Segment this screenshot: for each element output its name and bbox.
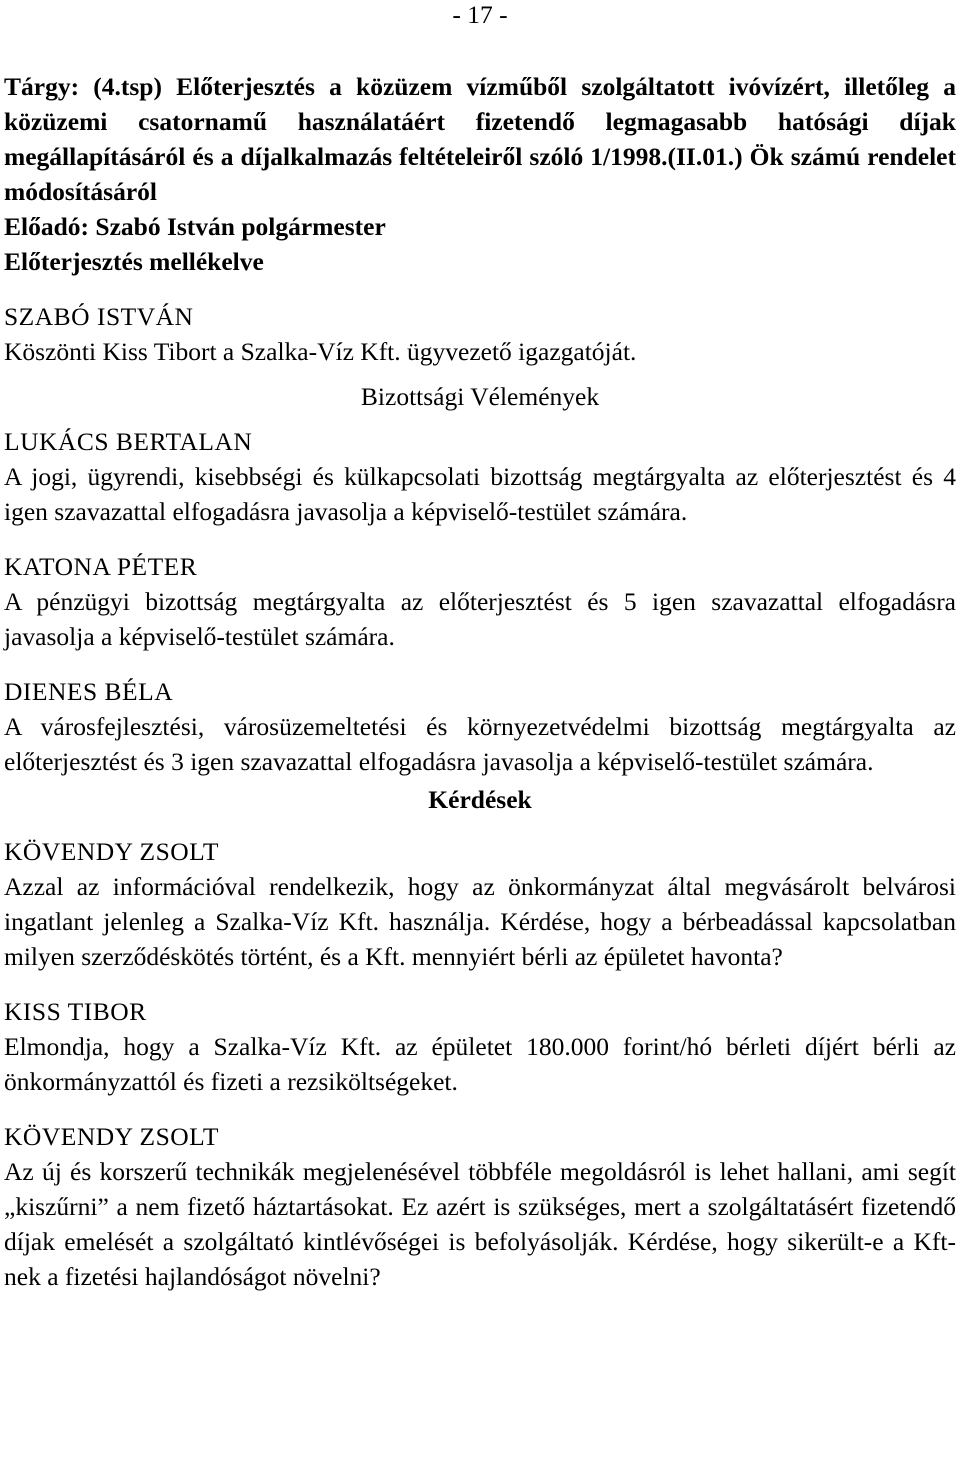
speaker-name: KISS TIBOR <box>4 997 147 1026</box>
document-page <box>4 0 956 1294</box>
section-heading-questions: Kérdések <box>428 785 532 814</box>
speaker-name: KATONA PÉTER <box>4 552 198 581</box>
opinion-block <box>4 424 956 529</box>
section-heading-opinions: Bizottsági Vélemények <box>360 382 600 411</box>
question-block <box>4 994 956 1099</box>
speaker-name: KÖVENDY ZSOLT <box>4 837 219 866</box>
page-number: - 17 - <box>452 0 508 29</box>
subject-title: Tárgy: (4.tsp) Előterjesztés a közüzem vízműből szolgáltatott ivóvízért, illetőleg a közüzemi csatornamű használatáért fizetendő legmagasabb hatósági díjak megállapításáról és a díjalkalmazás feltételeiről szóló 1/1998.(II.01.) Ök számú rendelet módosításáról <box>4 72 956 206</box>
presenter-line: Előadó: Szabó István polgármester <box>4 212 386 241</box>
speaker-name: LUKÁCS BERTALAN <box>4 427 253 456</box>
question-block <box>4 1119 956 1294</box>
question-block <box>4 834 956 974</box>
speech-text: Elmondja, hogy a Szalka-Víz Kft. az épületet 180.000 forint/hó bérleti díjért bérli az önkormányzattól és fizeti a rezsiköltségeket. <box>4 1032 956 1096</box>
attachment-line: Előterjesztés mellékelve <box>4 247 264 276</box>
speech-text: A jogi, ügyrendi, kisebbségi és külkapcsolati bizottság megtárgyalta az előterjesztést és 4 igen szavazattal elfogadásra javasolja a képviselő-testület számára. <box>4 462 956 526</box>
speech-text: Azzal az információval rendelkezik, hogy az önkormányzat által megvásárolt belvárosi ingatlant jelenleg a Szalka-Víz Kft. használja. Kérdése, hogy a bérbeadással kapcsolatban milyen szerződéskötés történt, és a Kft. mennyiért bérli az épületet havonta? <box>4 872 956 971</box>
speech-text: Köszönti Kiss Tibort a Szalka-Víz Kft. ügyvezető igazgatóját. <box>4 337 637 366</box>
speaker-name: SZABÓ ISTVÁN <box>4 302 194 331</box>
speech-text: A pénzügyi bizottság megtárgyalta az előterjesztést és 5 igen szavazattal elfogadásra javasolja a képviselő-testület számára. <box>4 587 956 651</box>
speech-text: Az új és korszerű technikák megjelenésével többféle megoldásról is lehet hallani, ami segít „kiszűrni” a nem fizető háztartásokat. Ez azért is szükséges, mert a szolgáltatásért fizetendő díjak emelését a szolgáltató kintlévőségei is befolyásolják. Kérdése, hogy sikerült-e a Kft-nek a fizetési hajlandóságot növelni? <box>4 1157 956 1291</box>
speaker-name: DIENES BÉLA <box>4 677 174 706</box>
opinion-block <box>4 674 956 779</box>
opinion-block <box>4 549 956 654</box>
speech-text: A városfejlesztési, városüzemeltetési és környezetvédelmi bizottság megtárgyalta az előterjesztést és 3 igen szavazattal elfogadásra javasolja a képviselő-testület számára. <box>4 712 956 776</box>
speaker-name: KÖVENDY ZSOLT <box>4 1122 219 1151</box>
